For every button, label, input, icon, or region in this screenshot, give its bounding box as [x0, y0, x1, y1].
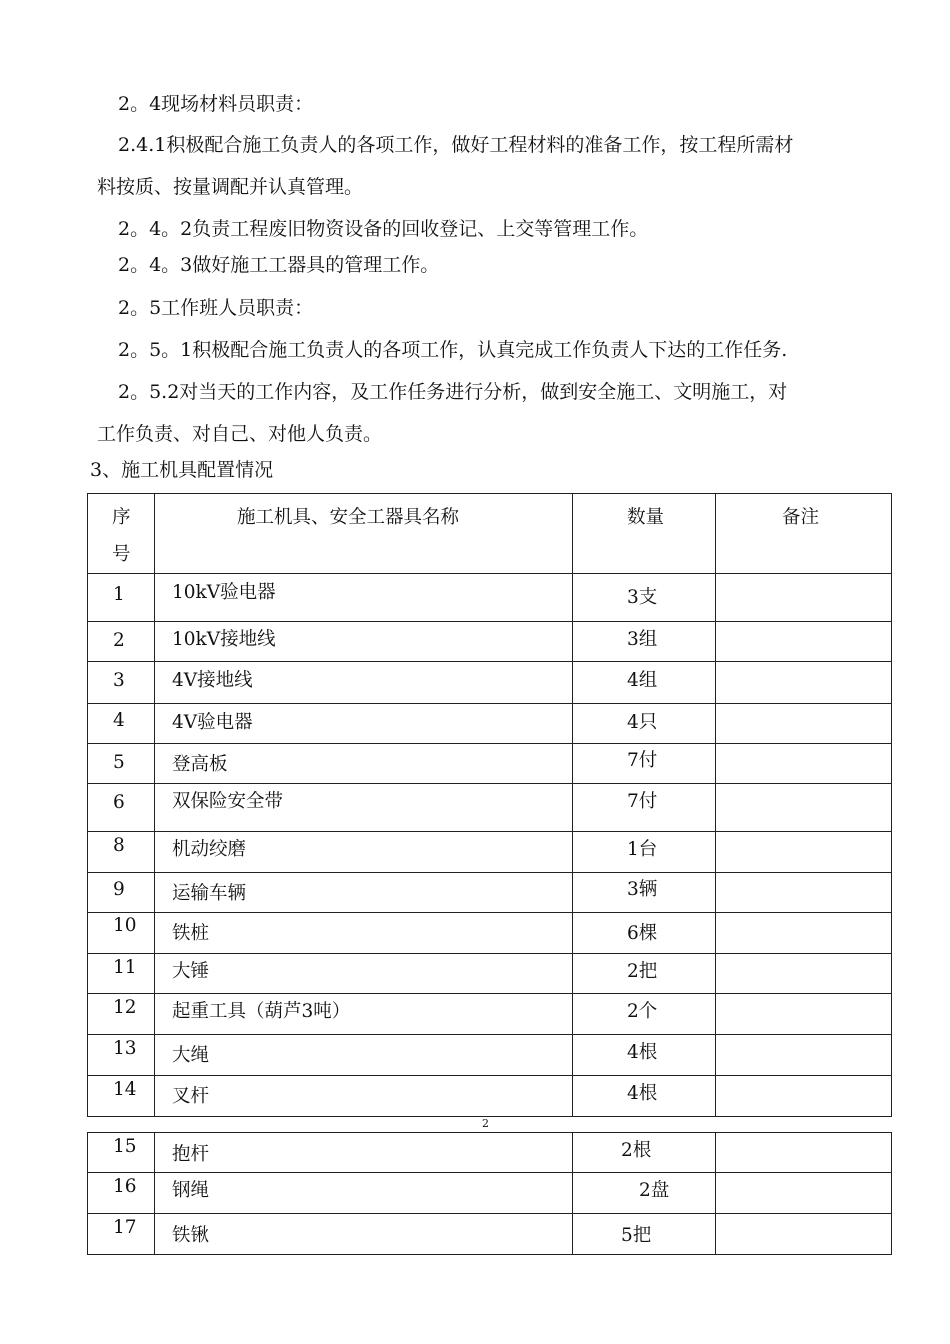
paragraph-2-5-2: 2。5.2对当天的工作内容，及工作任务进行分析，做到安全施工、文明施工，对 — [118, 381, 788, 403]
row-no: 9 — [113, 879, 125, 900]
row-no: 12 — [113, 997, 137, 1018]
page-number: 2 — [482, 1117, 489, 1130]
row-no: 10 — [113, 915, 137, 936]
table-row — [88, 784, 892, 832]
paragraph-2-5-1: 2。5。1积极配合施工负责人的各项工作，认真完成工作负责人下达的工作任务. — [118, 339, 788, 361]
row-qty: 2盘 — [639, 1180, 670, 1201]
row-no: 8 — [113, 835, 125, 856]
row-no: 4 — [113, 710, 125, 731]
row-no: 6 — [113, 792, 125, 813]
table-row — [88, 994, 892, 1035]
row-no: 11 — [113, 957, 137, 978]
row-qty: 7付 — [627, 791, 658, 812]
row-name: 登高板 — [172, 754, 228, 775]
header-name-cell — [155, 494, 573, 574]
table-row — [88, 913, 892, 954]
paragraph-2-4-1-cont: 料按质、按量调配并认真管理。 — [97, 176, 364, 198]
row-qty: 2根 — [621, 1140, 652, 1161]
row-name: 铁桩 — [172, 923, 210, 944]
header-remark: 备注 — [782, 507, 820, 528]
row-name: 双保险安全带 — [172, 791, 284, 812]
row-name: 钢绳 — [172, 1180, 210, 1201]
table-row — [88, 1214, 892, 1255]
row-name: 10kV接地线 — [172, 629, 276, 650]
row-qty: 3支 — [627, 587, 658, 608]
row-qty: 4根 — [627, 1042, 658, 1063]
header-remark-cell — [716, 494, 892, 574]
table-header-row — [88, 494, 892, 574]
table-row — [88, 662, 892, 704]
table-row — [88, 622, 892, 662]
row-qty: 6棵 — [627, 923, 658, 944]
table-row — [88, 744, 892, 784]
table-row — [88, 1076, 892, 1117]
table-row — [88, 954, 892, 994]
row-name: 起重工具（葫芦3吨） — [172, 1001, 351, 1022]
row-no: 17 — [113, 1217, 137, 1238]
header-qty-cell — [573, 494, 716, 574]
row-name: 铁锹 — [172, 1225, 210, 1246]
row-no: 3 — [113, 670, 125, 691]
row-name: 机动绞磨 — [172, 839, 247, 860]
row-name: 运输车辆 — [172, 883, 247, 904]
paragraph-2-5: 2。5工作班人员职责： — [118, 297, 314, 319]
row-no: 1 — [113, 584, 125, 605]
header-no-line2: 号 — [112, 544, 131, 565]
table-row — [88, 1035, 892, 1076]
row-qty: 4根 — [627, 1083, 658, 1104]
paragraph-2-5-2-cont: 工作负责、对自己、对他人负责。 — [97, 423, 383, 445]
row-qty: 7付 — [627, 750, 658, 771]
row-name: 10kV验电器 — [172, 582, 276, 603]
row-qty: 2个 — [627, 1001, 658, 1022]
row-name: 大锤 — [172, 961, 210, 982]
header-name: 施工机具、安全工器具名称 — [237, 507, 460, 528]
equipment-table-continued — [87, 1132, 892, 1255]
paragraph-2-4-3: 2。4。3做好施工工器具的管理工作。 — [118, 254, 440, 276]
equipment-table — [87, 493, 892, 1117]
row-no: 5 — [113, 752, 125, 773]
row-no: 14 — [113, 1079, 137, 1100]
header-no-line1: 序 — [112, 507, 131, 528]
row-no: 16 — [113, 1176, 137, 1197]
row-no: 13 — [113, 1038, 137, 1059]
row-qty: 3辆 — [627, 879, 658, 900]
paragraph-2-4-1: 2.4.1积极配合施工负责人的各项工作，做好工程材料的准备工作，按工程所需材 — [118, 134, 794, 156]
paragraph-2-4-2: 2。4。2负责工程废旧物资设备的回收登记、上交等管理工作。 — [118, 218, 649, 240]
row-qty: 1台 — [627, 839, 658, 860]
paragraph-2-4: 2。4现场材料员职责： — [118, 93, 314, 115]
header-no-cell — [88, 494, 155, 574]
row-qty: 3组 — [627, 629, 658, 650]
row-qty: 4组 — [627, 670, 658, 691]
header-qty: 数量 — [627, 507, 665, 528]
section-title: 3、施工机具配置情况 — [90, 459, 274, 481]
table-row — [88, 574, 892, 622]
row-name: 大绳 — [172, 1045, 210, 1066]
row-no: 2 — [113, 630, 125, 651]
table-row — [88, 1133, 892, 1173]
row-name: 叉杆 — [172, 1086, 210, 1107]
table-row — [88, 704, 892, 744]
table-row — [88, 832, 892, 873]
row-qty: 4只 — [627, 712, 658, 733]
row-name: 4V接地线 — [172, 670, 253, 691]
row-name: 抱杆 — [172, 1144, 210, 1165]
row-qty: 5把 — [621, 1225, 652, 1246]
row-qty: 2把 — [627, 961, 658, 982]
table-row — [88, 873, 892, 913]
row-no: 15 — [113, 1136, 137, 1157]
table-row — [88, 1173, 892, 1214]
row-name: 4V验电器 — [172, 712, 253, 733]
